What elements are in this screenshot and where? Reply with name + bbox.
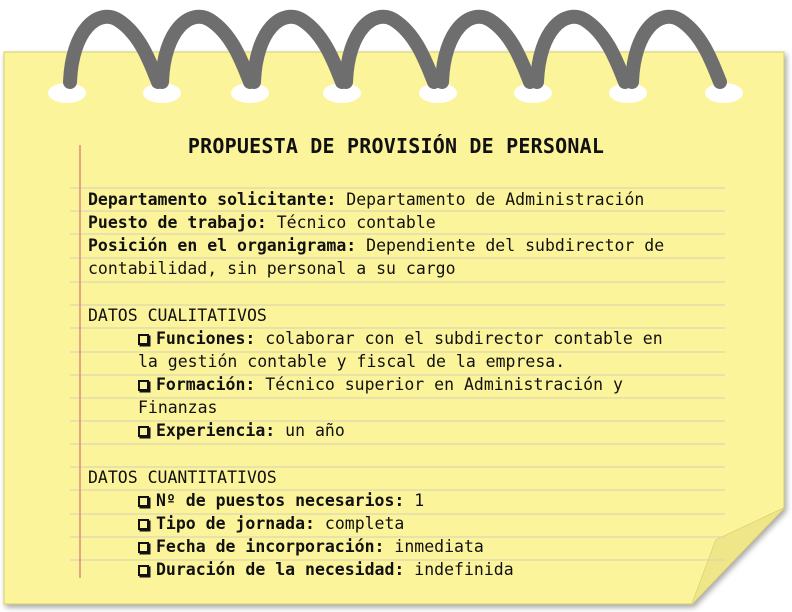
departamento-value: Departamento de Administración — [336, 190, 645, 209]
duracion-item — [138, 560, 514, 580]
puesto-row — [88, 213, 436, 233]
puesto-label: Puesto de trabajo: — [88, 213, 267, 232]
posicion-row-cont — [88, 259, 456, 279]
duracion-value: indefinida — [404, 560, 514, 579]
checkbox-icon — [138, 519, 149, 530]
checkbox-icon — [138, 334, 149, 345]
document-title: PROPUESTA DE PROVISIÓN DE PERSONAL — [187, 134, 605, 158]
cualitativos-heading: DATOS CUALITATIVOS — [88, 306, 267, 325]
checkbox-icon — [138, 565, 149, 576]
funciones-item — [138, 329, 663, 349]
puestos-item — [138, 491, 424, 511]
fecha-label: Fecha de incorporación: — [156, 537, 385, 556]
funciones-label: Funciones: — [156, 329, 256, 348]
checkbox-icon — [138, 496, 149, 507]
funciones-value-2: la gestión contable y fiscal de la empresa. — [138, 352, 566, 371]
cuantitativos-heading: DATOS CUANTITATIVOS — [88, 468, 277, 487]
fecha-item — [138, 537, 484, 557]
jornada-value: completa — [314, 514, 405, 533]
departamento-label: Departamento solicitante: — [88, 190, 337, 209]
experiencia-label: Experiencia: — [156, 421, 276, 440]
checkbox-icon — [138, 542, 149, 553]
experiencia-item — [138, 421, 345, 441]
posicion-value-2: contabilidad, sin personal a su cargo — [88, 259, 456, 278]
posicion-row — [88, 236, 664, 256]
jornada-label: Tipo de jornada: — [156, 514, 315, 533]
departamento-row — [88, 190, 644, 210]
formacion-value-1: Técnico superior en Administración y — [255, 375, 623, 394]
formacion-label: Formación: — [156, 375, 256, 394]
experiencia-value: un año — [275, 421, 345, 440]
duracion-label: Duración de la necesidad: — [156, 560, 405, 579]
formacion-item — [138, 375, 623, 395]
jornada-item — [138, 514, 404, 534]
checkbox-icon — [138, 380, 149, 391]
puestos-value: 1 — [404, 491, 425, 510]
funciones-value-1: colaborar con el subdirector contable en — [255, 329, 663, 348]
formacion-value-2: Finanzas — [138, 398, 218, 417]
funciones-item-cont — [138, 352, 565, 372]
formacion-item-cont — [138, 398, 217, 418]
posicion-label: Posición en el organigrama: — [88, 236, 357, 255]
posicion-value-1: Dependiente del subdirector de — [356, 236, 665, 255]
puestos-label: Nº de puestos necesarios: — [156, 491, 405, 510]
checkbox-icon — [138, 426, 149, 437]
puesto-value: Técnico contable — [266, 213, 436, 232]
fecha-value: inmediata — [384, 537, 484, 556]
